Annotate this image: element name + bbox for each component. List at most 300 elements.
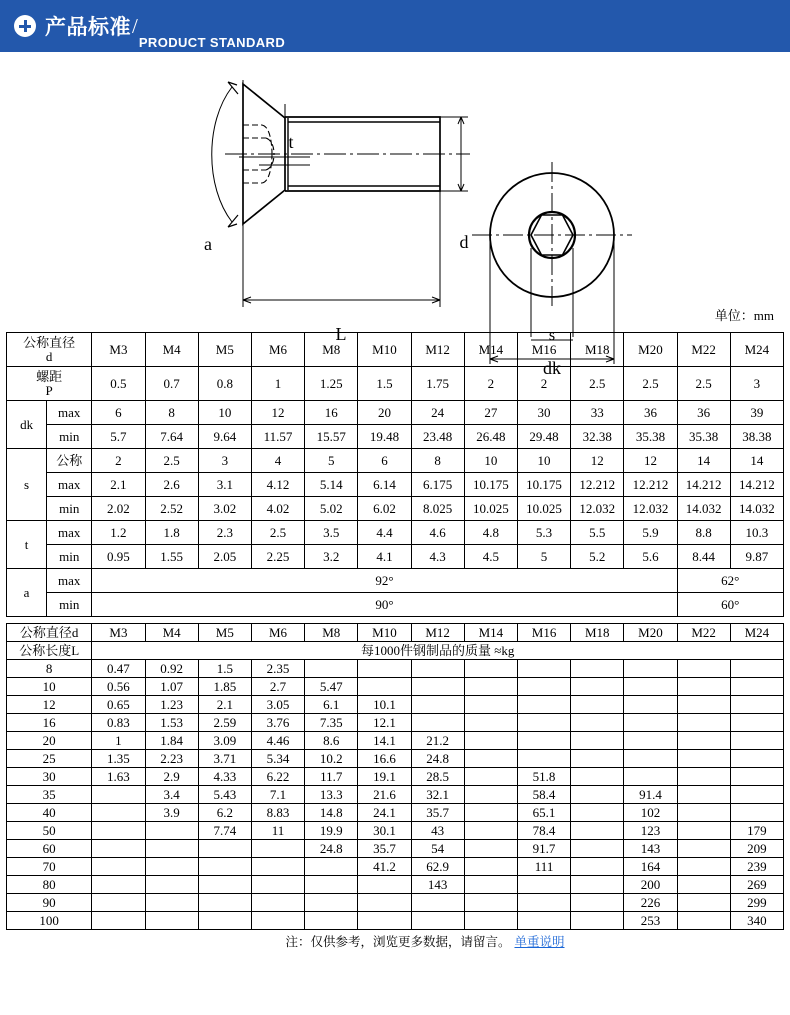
weight-cell: 111 [517, 858, 570, 876]
weight-cell [251, 876, 304, 894]
weight-size-header-M6: M6 [251, 624, 304, 642]
weight-cell: 78.4 [517, 822, 570, 840]
unit-note-label: 单位： [714, 309, 754, 324]
spec-dk-max-value: 33 [571, 401, 624, 425]
spec-label-s: s [7, 449, 47, 521]
specification-table [6, 332, 784, 617]
footer-note-text: 注：仅供参考，浏览更多数据，请留言。 [285, 934, 511, 949]
weight-cell [624, 660, 677, 678]
spec-pitch-value: 1.75 [411, 367, 464, 401]
spec-s-nominal-value: 6 [358, 449, 411, 473]
spec-size-header-M16: M16 [517, 333, 570, 367]
weight-length-value: 30 [7, 768, 92, 786]
weight-cell: 6.22 [251, 768, 304, 786]
spec-s-min-value: 2.02 [92, 497, 145, 521]
weight-cell [411, 660, 464, 678]
weight-cell: 143 [624, 840, 677, 858]
spec-s-max-value: 12.212 [571, 473, 624, 497]
spec-s-nominal-value: 4 [251, 449, 304, 473]
footer-link[interactable]: 单重说明 [514, 934, 565, 949]
weight-cell [145, 912, 198, 930]
weight-cell [464, 786, 517, 804]
weight-row [7, 714, 784, 732]
spec-t-min-value: 1.55 [145, 545, 198, 569]
weight-cell: 1.23 [145, 696, 198, 714]
weight-cell [305, 894, 358, 912]
weight-cell: 1.07 [145, 678, 198, 696]
weight-cell [198, 840, 251, 858]
weight-cell [358, 876, 411, 894]
weight-cell [145, 840, 198, 858]
spec-a-max-left: 92° [92, 569, 677, 593]
weight-cell: 65.1 [517, 804, 570, 822]
spec-t-min-value: 2.25 [251, 545, 304, 569]
spec-dk-max-value: 36 [677, 401, 730, 425]
spec-pitch-value: 2 [464, 367, 517, 401]
weight-cell: 239 [730, 858, 783, 876]
weight-cell [145, 858, 198, 876]
spec-dk-min-value: 5.7 [92, 425, 145, 449]
weight-cell: 11 [251, 822, 304, 840]
spec-s-max-value: 4.12 [251, 473, 304, 497]
weight-cell: 21.2 [411, 732, 464, 750]
spec-s-nominal-value: 14 [730, 449, 783, 473]
spec-t-max-value: 10.3 [730, 521, 783, 545]
spec-size-header-M10: M10 [358, 333, 411, 367]
spec-pitch-value: 2.5 [571, 367, 624, 401]
weight-cell: 299 [730, 894, 783, 912]
weight-cell [571, 840, 624, 858]
weight-cell [677, 768, 730, 786]
weight-cell [571, 912, 624, 930]
spec-a-max-right: 62° [677, 569, 783, 593]
header-title-cn: 产品标准 [45, 15, 131, 39]
weight-size-header-M12: M12 [411, 624, 464, 642]
weight-cell [677, 876, 730, 894]
weight-cell: 35.7 [411, 804, 464, 822]
weight-cell: 3.4 [145, 786, 198, 804]
weight-cell [251, 840, 304, 858]
weight-cell: 10.1 [358, 696, 411, 714]
weight-cell: 8.6 [305, 732, 358, 750]
weight-row [7, 768, 784, 786]
spec-sub-max: max [47, 473, 92, 497]
weight-cell: 32.1 [411, 786, 464, 804]
weight-length-value: 25 [7, 750, 92, 768]
spec-s-max-value: 2.6 [145, 473, 198, 497]
spec-row-s-nominal [7, 449, 784, 473]
weight-cell: 91.7 [517, 840, 570, 858]
weight-cell [624, 696, 677, 714]
spec-row-s-min [7, 497, 784, 521]
weight-cell: 3.76 [251, 714, 304, 732]
spec-s-nominal-value: 2.5 [145, 449, 198, 473]
weight-cell [464, 804, 517, 822]
weight-cell [198, 912, 251, 930]
spec-row-s-max [7, 473, 784, 497]
weight-cell: 58.4 [517, 786, 570, 804]
weight-row-size-header [7, 624, 784, 642]
weight-cell: 6.2 [198, 804, 251, 822]
weight-cell: 2.23 [145, 750, 198, 768]
weight-cell [571, 660, 624, 678]
weight-length-value: 10 [7, 678, 92, 696]
footer-note [6, 932, 784, 950]
weight-cell [464, 858, 517, 876]
spec-sub-min: min [47, 545, 92, 569]
weight-row [7, 840, 784, 858]
weight-cell: 5.34 [251, 750, 304, 768]
weight-cell: 2.7 [251, 678, 304, 696]
weight-cell [571, 858, 624, 876]
spec-row-a-min [7, 593, 784, 617]
spec-s-nominal-value: 10 [517, 449, 570, 473]
weight-row-subtitle [7, 642, 784, 660]
weight-cell [517, 660, 570, 678]
spec-pitch-value: 0.7 [145, 367, 198, 401]
weight-cell [624, 678, 677, 696]
weight-length-value: 35 [7, 786, 92, 804]
weight-cell [305, 912, 358, 930]
header-title-separator: / [132, 13, 138, 38]
spec-s-nominal-value: 5 [305, 449, 358, 473]
weight-cell: 179 [730, 822, 783, 840]
spec-t-min-value: 4.5 [464, 545, 517, 569]
weight-cell: 1.84 [145, 732, 198, 750]
weight-cell: 6.1 [305, 696, 358, 714]
weight-cell [730, 696, 783, 714]
unit-note-value: mm [753, 308, 774, 323]
weight-cell: 41.2 [358, 858, 411, 876]
weight-cell: 14.8 [305, 804, 358, 822]
weight-cell: 253 [624, 912, 677, 930]
weight-cell [464, 894, 517, 912]
weight-cell [730, 768, 783, 786]
weight-cell [730, 750, 783, 768]
weight-cell [624, 732, 677, 750]
weight-cell [677, 858, 730, 876]
weight-cell [305, 660, 358, 678]
spec-t-min-value: 5.2 [571, 545, 624, 569]
weight-cell: 2.1 [198, 696, 251, 714]
weight-cell [251, 894, 304, 912]
spec-sub-min: min [47, 593, 92, 617]
weight-cell: 0.65 [92, 696, 145, 714]
weight-cell: 11.7 [305, 768, 358, 786]
weight-size-header-M24: M24 [730, 624, 783, 642]
spec-label-a: a [7, 569, 47, 617]
weight-cell: 14.1 [358, 732, 411, 750]
weight-cell: 164 [624, 858, 677, 876]
weight-cell [464, 750, 517, 768]
spec-s-nominal-value: 3 [198, 449, 251, 473]
weight-row [7, 876, 784, 894]
spec-sub-nominal: 公称 [47, 449, 92, 473]
weight-cell: 10.2 [305, 750, 358, 768]
dim-label-d: d [459, 232, 469, 252]
weight-cell [571, 714, 624, 732]
weight-cell: 340 [730, 912, 783, 930]
spec-dk-min-value: 35.38 [677, 425, 730, 449]
weight-cell [198, 858, 251, 876]
weight-cell: 2.35 [251, 660, 304, 678]
spec-t-max-value: 4.4 [358, 521, 411, 545]
weight-cell [677, 840, 730, 858]
dim-label-dk: dk [543, 358, 561, 378]
weight-cell: 62.9 [411, 858, 464, 876]
spec-dk-max-value: 16 [305, 401, 358, 425]
spec-dk-max-value: 27 [464, 401, 517, 425]
weight-cell: 2.59 [198, 714, 251, 732]
weight-cell [92, 876, 145, 894]
weight-cell [730, 678, 783, 696]
spec-size-header-M4: M4 [145, 333, 198, 367]
weight-cell [464, 840, 517, 858]
weight-cell: 21.6 [358, 786, 411, 804]
spec-t-max-value: 5.9 [624, 521, 677, 545]
spec-dk-max-value: 10 [198, 401, 251, 425]
spec-a-min-right: 60° [677, 593, 783, 617]
dim-label-a: a [204, 234, 212, 254]
spec-dk-min-value: 15.57 [305, 425, 358, 449]
spec-label-dk: dk [7, 401, 47, 449]
spec-sub-min: min [47, 497, 92, 521]
weight-cell [730, 660, 783, 678]
spec-t-max-value: 5.5 [571, 521, 624, 545]
weight-cell: 226 [624, 894, 677, 912]
spec-pitch-value: 0.8 [198, 367, 251, 401]
weight-row [7, 858, 784, 876]
weight-length-value: 8 [7, 660, 92, 678]
unit-note [715, 305, 774, 324]
weight-row [7, 660, 784, 678]
weight-length-value: 90 [7, 894, 92, 912]
weight-cell [464, 732, 517, 750]
weight-cell [145, 894, 198, 912]
spec-s-min-value: 14.032 [730, 497, 783, 521]
weight-row [7, 732, 784, 750]
weight-cell [411, 894, 464, 912]
weight-cell [411, 714, 464, 732]
weight-cell: 1.35 [92, 750, 145, 768]
weight-cell: 102 [624, 804, 677, 822]
spec-s-min-value: 12.032 [571, 497, 624, 521]
spec-sub-max: max [47, 401, 92, 425]
plus-circle-icon [14, 15, 36, 37]
spec-a-min-left: 90° [92, 593, 677, 617]
weight-cell [92, 912, 145, 930]
spec-t-max-value: 2.3 [198, 521, 251, 545]
spec-sub-max: max [47, 521, 92, 545]
weight-length-value: 70 [7, 858, 92, 876]
weight-cell [624, 750, 677, 768]
dim-label-s: s [548, 327, 556, 344]
weight-cell: 3.05 [251, 696, 304, 714]
weight-size-header-M4: M4 [145, 624, 198, 642]
weight-cell [677, 732, 730, 750]
weight-cell [571, 894, 624, 912]
weight-cell [571, 678, 624, 696]
spec-pitch-value: 2.5 [677, 367, 730, 401]
weight-cell [358, 894, 411, 912]
weight-cell [571, 750, 624, 768]
spec-t-max-value: 1.2 [92, 521, 145, 545]
spec-s-min-value: 3.02 [198, 497, 251, 521]
weight-cell: 1.63 [92, 768, 145, 786]
spec-pitch-value: 1.5 [358, 367, 411, 401]
weight-row [7, 696, 784, 714]
spec-s-min-value: 2.52 [145, 497, 198, 521]
weight-cell [571, 804, 624, 822]
weight-row [7, 894, 784, 912]
header-title-en: PRODUCT STANDARD [138, 35, 286, 50]
spec-pitch-value: 0.5 [92, 367, 145, 401]
weight-cell [677, 894, 730, 912]
spec-row-pitch [7, 367, 784, 401]
weight-cell: 13.3 [305, 786, 358, 804]
spec-s-min-value: 14.032 [677, 497, 730, 521]
weight-cell [517, 732, 570, 750]
weight-cell: 19.9 [305, 822, 358, 840]
weight-size-header-M8: M8 [305, 624, 358, 642]
weight-cell: 5.47 [305, 678, 358, 696]
dim-label-L: L [335, 324, 347, 344]
spec-s-max-value: 14.212 [730, 473, 783, 497]
spec-t-min-value: 0.95 [92, 545, 145, 569]
weight-table-wrap [0, 623, 790, 930]
spec-s-nominal-value: 12 [624, 449, 677, 473]
weight-length-value: 12 [7, 696, 92, 714]
weight-label-length: 公称长度L [7, 642, 92, 660]
spec-s-max-value: 12.212 [624, 473, 677, 497]
weight-cell: 91.4 [624, 786, 677, 804]
spec-s-min-value: 10.025 [517, 497, 570, 521]
spec-size-header-M18: M18 [571, 333, 624, 367]
spec-t-max-value: 1.8 [145, 521, 198, 545]
weight-cell [411, 696, 464, 714]
weight-cell [411, 912, 464, 930]
spec-t-min-value: 5.6 [624, 545, 677, 569]
weight-cell [517, 912, 570, 930]
weight-cell [571, 696, 624, 714]
spec-dk-min-value: 29.48 [517, 425, 570, 449]
spec-s-min-value: 10.025 [464, 497, 517, 521]
weight-size-header-M3: M3 [92, 624, 145, 642]
spec-dk-max-value: 20 [358, 401, 411, 425]
weight-cell: 28.5 [411, 768, 464, 786]
weight-cell [677, 786, 730, 804]
weight-cell [251, 912, 304, 930]
weight-cell [305, 858, 358, 876]
weight-size-header-M14: M14 [464, 624, 517, 642]
weight-cell: 1 [92, 732, 145, 750]
weight-cell: 123 [624, 822, 677, 840]
spec-row-dk-min [7, 425, 784, 449]
weight-cell [517, 714, 570, 732]
weight-cell [92, 804, 145, 822]
spec-row-t-max [7, 521, 784, 545]
spec-pitch-value: 2.5 [624, 367, 677, 401]
spec-s-min-value: 12.032 [624, 497, 677, 521]
spec-s-max-value: 2.1 [92, 473, 145, 497]
weight-cell [730, 714, 783, 732]
weight-cell [358, 912, 411, 930]
spec-t-max-value: 2.5 [251, 521, 304, 545]
weight-cell [92, 822, 145, 840]
weight-length-value: 20 [7, 732, 92, 750]
weight-row [7, 750, 784, 768]
weight-cell [92, 858, 145, 876]
spec-dk-max-value: 30 [517, 401, 570, 425]
spec-s-max-value: 10.175 [464, 473, 517, 497]
spec-s-nominal-value: 14 [677, 449, 730, 473]
spec-s-max-value: 3.1 [198, 473, 251, 497]
weight-cell: 24.8 [411, 750, 464, 768]
spec-dk-min-value: 11.57 [251, 425, 304, 449]
weight-cell [677, 696, 730, 714]
weight-cell: 209 [730, 840, 783, 858]
weight-cell [464, 660, 517, 678]
weight-cell: 35.7 [358, 840, 411, 858]
spec-s-max-value: 14.212 [677, 473, 730, 497]
spec-size-header-M5: M5 [198, 333, 251, 367]
weight-cell [92, 894, 145, 912]
spec-size-header-M6: M6 [251, 333, 304, 367]
weight-cell [677, 912, 730, 930]
weight-cell: 5.43 [198, 786, 251, 804]
weight-cell [517, 894, 570, 912]
spec-t-max-value: 3.5 [305, 521, 358, 545]
spec-row-a-max [7, 569, 784, 593]
weight-cell [464, 678, 517, 696]
weight-cell [677, 822, 730, 840]
weight-cell [464, 822, 517, 840]
weight-table [6, 623, 784, 930]
weight-cell [677, 660, 730, 678]
spec-dk-min-value: 26.48 [464, 425, 517, 449]
weight-cell [677, 678, 730, 696]
spec-s-max-value: 6.175 [411, 473, 464, 497]
spec-dk-max-value: 12 [251, 401, 304, 425]
spec-dk-min-value: 23.48 [411, 425, 464, 449]
weight-cell [464, 696, 517, 714]
weight-cell: 3.71 [198, 750, 251, 768]
spec-dk-min-value: 32.38 [571, 425, 624, 449]
weight-size-header-M10: M10 [358, 624, 411, 642]
weight-cell: 7.74 [198, 822, 251, 840]
weight-cell: 24.8 [305, 840, 358, 858]
weight-cell: 269 [730, 876, 783, 894]
spec-sub-max: max [47, 569, 92, 593]
spec-size-header-M24: M24 [730, 333, 783, 367]
weight-cell: 30.1 [358, 822, 411, 840]
spec-label-t: t [7, 521, 47, 569]
weight-cell [464, 714, 517, 732]
weight-cell [464, 912, 517, 930]
weight-cell: 12.1 [358, 714, 411, 732]
weight-cell: 0.47 [92, 660, 145, 678]
weight-cell [411, 678, 464, 696]
spec-size-header-M14: M14 [464, 333, 517, 367]
spec-s-nominal-value: 10 [464, 449, 517, 473]
weight-cell [145, 876, 198, 894]
spec-t-min-value: 8.44 [677, 545, 730, 569]
weight-cell [198, 894, 251, 912]
spec-s-max-value: 5.14 [305, 473, 358, 497]
spec-t-max-value: 5.3 [517, 521, 570, 545]
weight-cell [464, 876, 517, 894]
spec-s-min-value: 5.02 [305, 497, 358, 521]
